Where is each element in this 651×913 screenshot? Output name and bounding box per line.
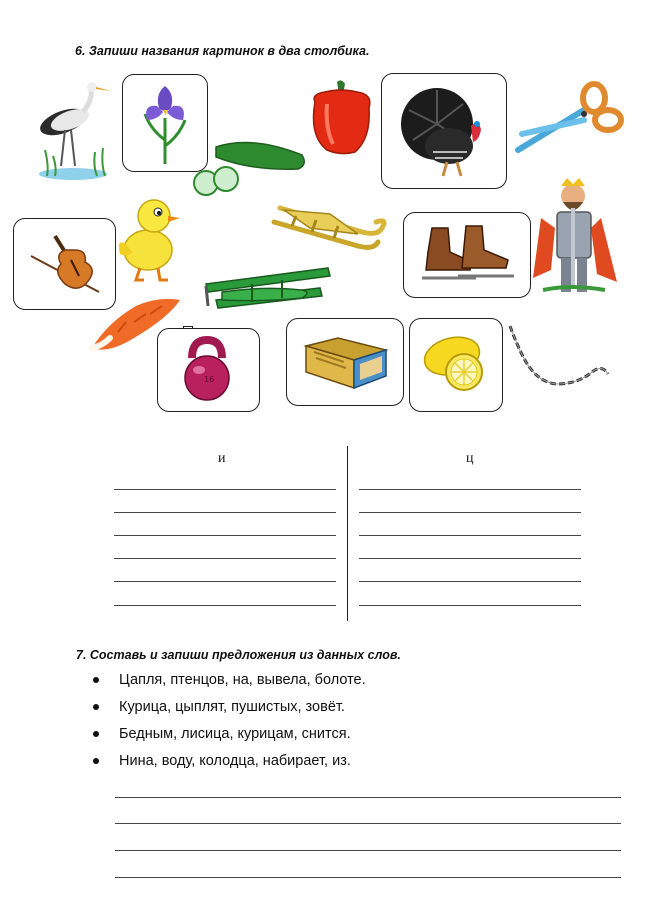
writing-line-right[interactable] <box>359 489 581 490</box>
answer-line[interactable] <box>115 877 621 878</box>
writing-line-left[interactable] <box>114 489 336 490</box>
sled-icon <box>270 192 394 258</box>
matchbox-icon <box>300 326 392 398</box>
task6-title: 6. Запиши названия картинок в два столбика. <box>75 44 370 58</box>
scissors-icon <box>512 80 622 162</box>
writing-line-right[interactable] <box>359 605 581 606</box>
kettlebell-icon <box>172 336 242 404</box>
heron-icon <box>35 78 115 183</box>
svg-text:16: 16 <box>204 375 215 384</box>
column-divider <box>347 446 348 621</box>
airplane-icon <box>202 262 334 320</box>
violin-icon <box>25 228 107 302</box>
writing-line-left[interactable] <box>114 512 336 513</box>
word-list <box>93 670 366 778</box>
task7-title: 7. Составь и запиши предложения из данных слов. <box>76 648 401 662</box>
writing-line-right[interactable] <box>359 512 581 513</box>
cucumber-icon <box>182 135 312 200</box>
writing-line-left[interactable] <box>114 605 336 606</box>
list-item: Цапля, птенцов, на, вывела, болоте. <box>93 670 366 697</box>
answer-line[interactable] <box>115 850 621 851</box>
writing-line-right[interactable] <box>359 535 581 536</box>
writing-line-left[interactable] <box>114 581 336 582</box>
list-item: Бедным, лисица, курицам, снится. <box>93 724 366 751</box>
list-item: Нина, воду, колодца, набирает, из. <box>93 751 366 778</box>
column-head-i: и <box>218 451 226 466</box>
writing-line-left[interactable] <box>114 535 336 536</box>
chick-icon <box>114 192 186 284</box>
column-head-ts: ц <box>466 451 474 466</box>
chain-icon <box>504 318 614 394</box>
skates-icon <box>414 222 520 288</box>
writing-line-left[interactable] <box>114 558 336 559</box>
writing-line-right[interactable] <box>359 581 581 582</box>
answer-line[interactable] <box>115 797 621 798</box>
lemon-icon <box>420 330 494 396</box>
writing-line-right[interactable] <box>359 558 581 559</box>
list-item: Курица, цыплят, пушистых, зовёт. <box>93 697 366 724</box>
knight-icon <box>531 178 619 300</box>
bell-pepper-icon <box>305 78 377 156</box>
turkey-icon <box>393 80 497 180</box>
answer-line[interactable] <box>115 823 621 824</box>
